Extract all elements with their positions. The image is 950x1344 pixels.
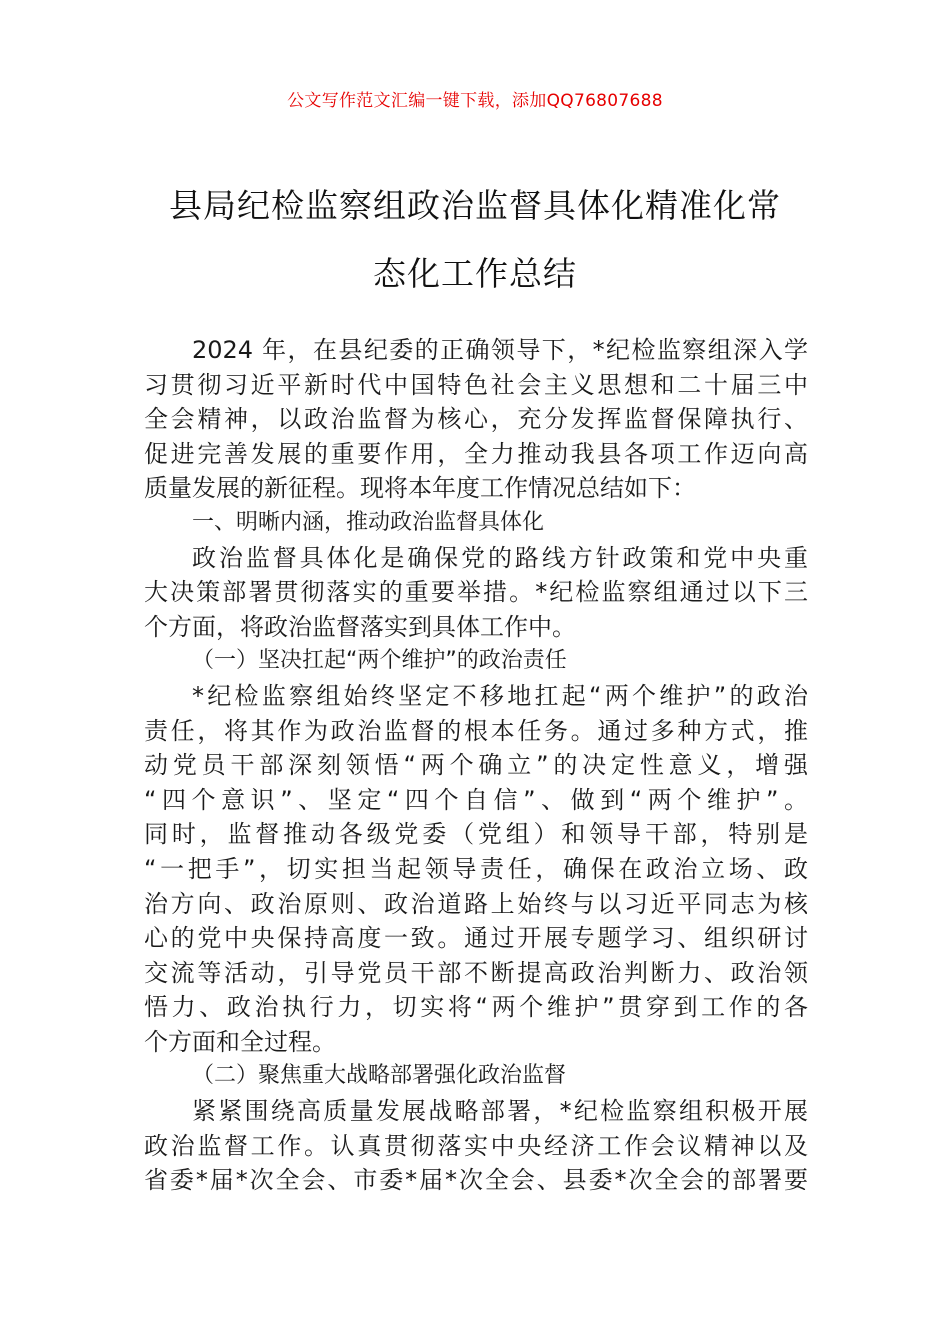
paragraph-line: 紧紧围绕高质量发展战略部署，*纪检监察组积极开展: [192, 1097, 808, 1126]
paragraph-intro-line: 质量发展的新征程。现将本年度工作情况总结如下：: [144, 474, 696, 503]
paragraph-line: 责任，将其作为政治监督的根本任务。通过多种方式，推: [144, 716, 808, 745]
paragraph-line: 政治监督具体化是确保党的路线方针政策和党中央重: [192, 543, 808, 572]
subsection-heading-1: （一）坚决扛起“两个维护”的政治责任: [192, 648, 567, 674]
document-title-line-2: 态化工作总结: [373, 254, 577, 293]
paragraph-line: 个方面，将政治监督落实到具体工作中。: [144, 612, 576, 641]
paragraph-line: “一把手”，切实担当起领导责任，确保在政治立场、政: [144, 854, 808, 883]
paragraph-intro-line: 促进完善发展的重要作用，全力推动我县各项工作迈向高: [144, 439, 808, 468]
paragraph-line: 同时，监督推动各级党委（党组）和领导干部，特别是: [144, 820, 808, 849]
paragraph-line: 政治监督工作。认真贯彻落实中央经济工作会议精神以及: [144, 1131, 808, 1160]
paragraph-line: 治方向、政治原则、政治道路上始终与以习近平同志为核: [144, 889, 808, 918]
promo-banner: 公文写作范文汇编一键下载，添加QQ76807688: [287, 91, 663, 111]
paragraph-line: 大决策部署贯彻落实的重要举措。*纪检监察组通过以下三: [144, 578, 808, 607]
subsection-heading-2: （二）聚焦重大战略部署强化政治监督: [192, 1063, 567, 1089]
paragraph-line: *纪检监察组始终坚定不移地扛起“两个维护”的政治: [192, 681, 808, 710]
paragraph-line: “四个意识”、坚定“四个自信”、做到“两个维护”。: [144, 785, 808, 814]
document-body: [144, 333, 808, 1198]
section-heading-1: 一、明晰内涵，推动政治监督具体化: [192, 509, 545, 535]
paragraph-line: 个方面和全过程。: [144, 1027, 336, 1056]
paragraph-line: 动党员干部深刻领悟“两个确立”的决定性意义，增强: [144, 751, 808, 780]
paragraph-line: 心的党中央保持高度一致。通过开展专题学习、组织研讨: [144, 924, 808, 953]
paragraph-intro-line: 全会精神，以政治监督为核心，充分发挥监督保障执行、: [144, 405, 808, 434]
paragraph-intro-line: 2024 年，在县纪委的正确领导下，*纪检监察组深入学: [192, 336, 808, 364]
paragraph-line: 省委*届*次全会、市委*届*次全会、县委*次全会的部署要: [144, 1166, 808, 1195]
paragraph-line: 悟力、政治执行力，切实将“两个维护”贯穿到工作的各: [144, 993, 808, 1022]
paragraph-intro-line: 习贯彻习近平新时代中国特色社会主义思想和二十届三中: [144, 370, 808, 399]
paragraph-line: 交流等活动，引导党员干部不断提高政治判断力、政治领: [144, 958, 808, 987]
document-title-line-1: 县局纪检监察组政治监督具体化精准化常: [169, 186, 781, 225]
